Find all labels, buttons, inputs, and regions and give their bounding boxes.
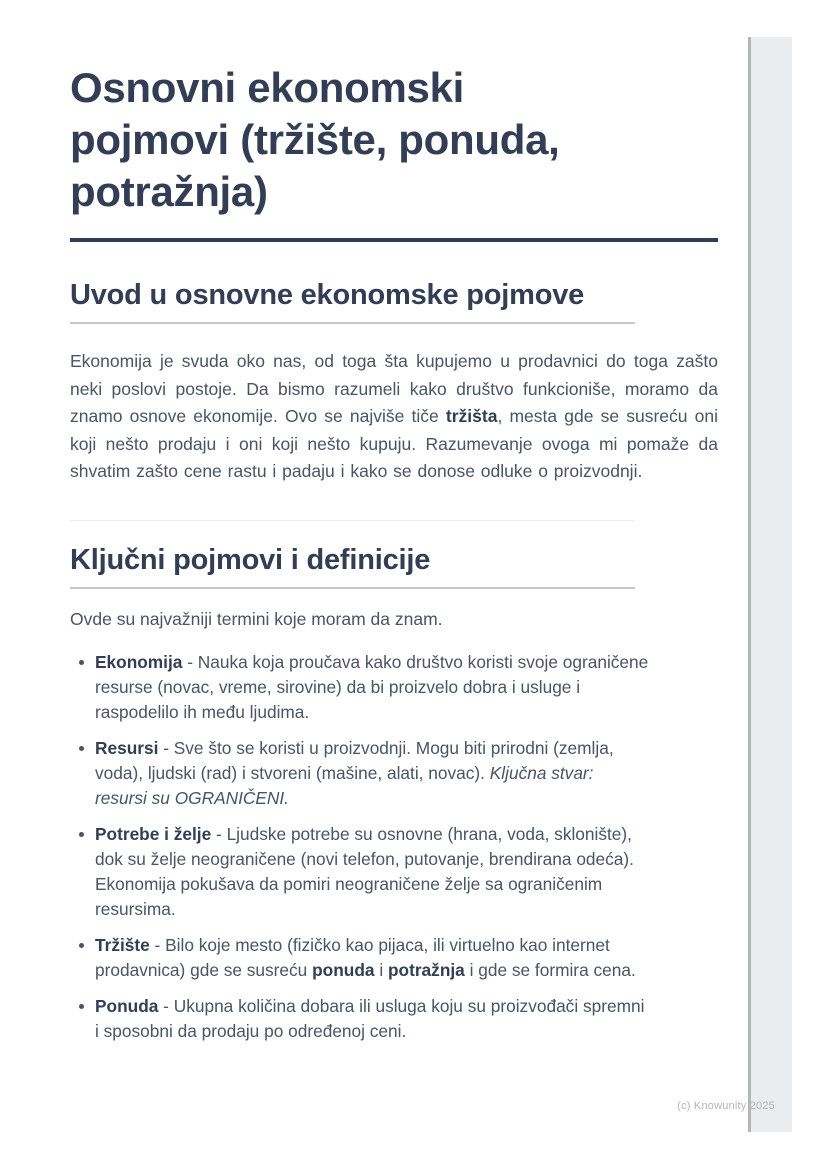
document-title: [70, 62, 718, 218]
terms-lead-text: Ovde su najvažniji termini koje moram da znam.: [70, 608, 443, 629]
page-edge-strip: [748, 37, 792, 1132]
term-item: Potrebe i želje - Ljudske potrebe su osnovne (hrana, voda, sklonište), dok su želje neograničene (novi telefon, putovanje, brendirana odeća). Ekonomija pokušava da pomiri neograničene želje sa ograničenim resursima.: [70, 822, 718, 922]
title-divider: [70, 238, 718, 242]
intro-paragraph: Ekonomija je svuda oko nas, od toga šta kupujemo u prodavnici do toga zašto neki poslovi postoje. Da bismo razumeli kako društvo funkcioniše, moramo da znamo osnove ekonomije. Ovo se najviše tiče tržišta, mesta gde se susreću oni koji nešto prodaju i oni koji nešto kupuju. Razumevanje ovoga mi pomaže da shvatim zašto cene rastu i padaju i kako se donose odluke o proizvodnji.: [70, 351, 718, 481]
section-key-terms: [70, 543, 718, 1044]
section-heading-intro: Uvod u osnovne ekonomske pojmove: [70, 279, 585, 311]
title-line: Osnovni ekonomski: [70, 64, 465, 111]
terms-list: [70, 650, 718, 1044]
term-item: Tržište - Bilo koje mesto (fizičko kao pijaca, ili virtuelno kao internet prodavnica) gde se susreću ponuda i potražnja i gde se formira cena.: [70, 933, 718, 983]
term-item: Ponuda - Ukupna količina dobara ili usluga koju su proizvođači spremni i sposobni da prodaju po određenoj ceni.: [70, 994, 718, 1044]
section-intro: [70, 278, 718, 486]
term-item: Resursi - Sve što se koristi u proizvodnji. Mogu biti prirodni (zemlja, voda), ljudski (rad) i stvoreni (mašine, alati, novac). Ključna stvar: resursi su OGRANIČENI.: [70, 736, 718, 811]
section-separator: [70, 520, 635, 521]
section-heading-divider: [70, 587, 635, 589]
page-content: [70, 0, 718, 1055]
footer-credit: (c) Knowunity 2025: [677, 1100, 775, 1112]
section-heading-key-terms: Ključni pojmovi i definicije: [70, 543, 431, 576]
title-line: pojmovi (tržište, ponuda,: [70, 116, 560, 163]
title-line: potražnja): [70, 168, 268, 215]
term-item: Ekonomija - Nauka koja proučava kako društvo koristi svoje ograničene resurse (novac, vreme, sirovine) da bi proizvelo dobra i usluge i raspodelilo ih među ljudima.: [70, 650, 718, 725]
section-heading-divider: [70, 322, 635, 324]
